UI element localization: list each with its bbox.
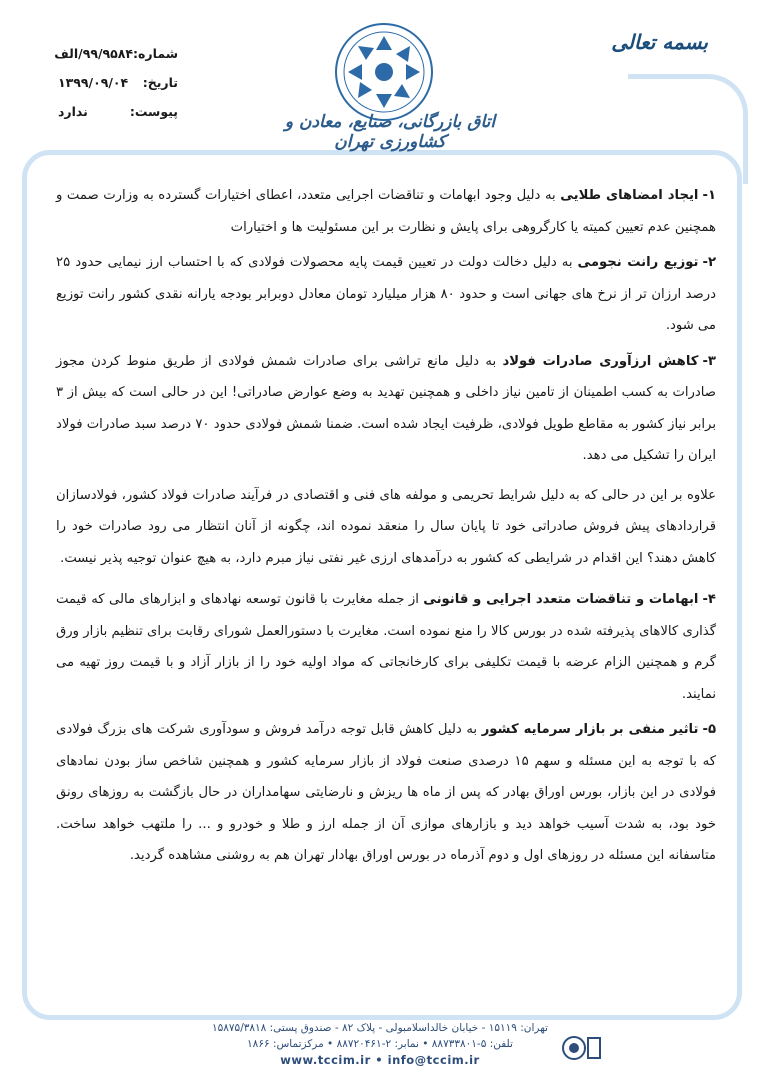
footer-phones: تلفن: ۵-۸۸۷۳۳۸۰۱ • نمابر: ۲-۸۸۷۲۰۴۶۱ • مرکزتماس: ۱۸۶۶	[247, 1038, 513, 1050]
meta-attachment: پیوست: ندارد	[58, 104, 178, 119]
letter-body	[56, 180, 716, 876]
body-paragraph: علاوه بر این در حالی که به دلیل شرایط تحریمی و مولفه های فنی و اقتصادی در فرآیند صادرات فولاد کشور، فولادسازان قراردادهای پیش فروش صادراتی خود تا پایان سال را منعقد نموده اند، چگونه از آنان انتظار می رود صادرات خود را کاهش دهند؟ این اقدام در شرایطی که کشور به درآمدهای ارزی غیر نفتی نیاز مبرم دارد، به هیچ عنوان توجیه پذیر نیست.	[56, 487, 716, 566]
meta-date: تاریخ: ۱۳۹۹/۰۹/۰۴	[58, 75, 178, 90]
list-item: ۱-ایجاد امضاهای طلایی به دلیل وجود ابهامات و تناقضات اجرایی متعدد، اعطای اختیارات گسترده به وزارت صمت و همچنین عدم تعیین کمیته یا کارگروهی برای پایش و نظارت بر این مسئولیت ها و اختیارات	[56, 188, 716, 235]
bismillah-heading: بسمه تعالی	[611, 30, 708, 54]
organization-name: اتاق بازرگانی، صنایع، معادن و کشاورزی تهران	[284, 112, 496, 152]
certification-logo-icon	[562, 1032, 602, 1064]
list-item: ۵-تاثیر منفی بر بازار سرمایه کشور به دلیل کاهش قابل توجه درآمد فروش و سودآوری شرکت های بزرگ فولادی که با توجه به این مسئله و سهم ۱۵ درصدی صنعت فولاد از بازار سرمایه کشور و همچنین شاخص ساز بودن نمادهای فولادی در این بازار، بورس اوراق بهادر که پس از ماه ها ریزش و نارضایتی سهامداران در حال بازگشت به روزهای رونق خود بود، به شدت آسیب خواهد دید و بازارهای موازی آن از جمله ارز و طلا و خودرو و ... را ملتهب خواهد ساخت. متاسفانه این مسئله در روزهای اول و دوم آذرماه در بورس اوراق بهادار تهران هم به روشنی مشاهده گردید.	[56, 722, 716, 863]
page-border-corner	[628, 74, 748, 184]
list-item: ۳-کاهش ارزآوری صادرات فولاد به دلیل مانع تراشی برای صادرات شمش فولادی از طریق منوط کردن مجوز صادرات به کسب اطمینان از تامین نیاز داخلی و همچنین تهدید به وضع عوارض صادراتی! این در حالی است که بیش از ۳ برابر نیاز کشور به مقاطع طویل فولادی، ظرفیت ایجاد شده است. ضمنا شمش فولادی حدود ۷۰ درصد سبد صادرات فولاد ایران را تشکیل می دهد.	[56, 353, 716, 463]
letter-footer	[200, 1020, 560, 1068]
footer-address: تهران: ۱۵۱۱۹ - خیابان خالداسلامبولی - پلاک ۸۲ - صندوق پستی: ۱۵۸۷۵/۳۸۱۸	[212, 1022, 548, 1034]
letter-meta	[54, 46, 178, 133]
footer-web: www.tccim.ir • info@tccim.ir	[280, 1053, 480, 1067]
list-item: ۲-توزیع رانت نجومی به دلیل دخالت دولت در تعیین قیمت پایه محصولات فولادی که با احتساب ارز نیمایی حدود ۲۵ درصد ارزان تر از نرخ های جهانی است و حدود ۸۰ هزار میلیارد تومان معادل دوبرابر بودجه یارانه نقدی کشور رانت توزیع می شود.	[56, 255, 716, 333]
chamber-logo	[332, 20, 436, 124]
meta-number: شماره: ۹۹/۹۵۸۴/الف	[54, 46, 178, 61]
list-item: ۴-ابهامات و تناقضات متعدد اجرایی و قانونی از جمله مغایرت با قانون توسعه نهادهای و ابزارهای مالی که قیمت گذاری کالاهای پذیرفته شده در بورس کالا را منع نموده است. مغایرت با دستورالعمل شورای رقابت برای تنظیم بازار ورق گرم و همچنین الزام عرضه با قیمت تکلیفی برای کارخانجاتی که مواد اولیه خود را از بازار آزاد و با قیمت روز تهیه می نمایند.	[56, 592, 716, 702]
